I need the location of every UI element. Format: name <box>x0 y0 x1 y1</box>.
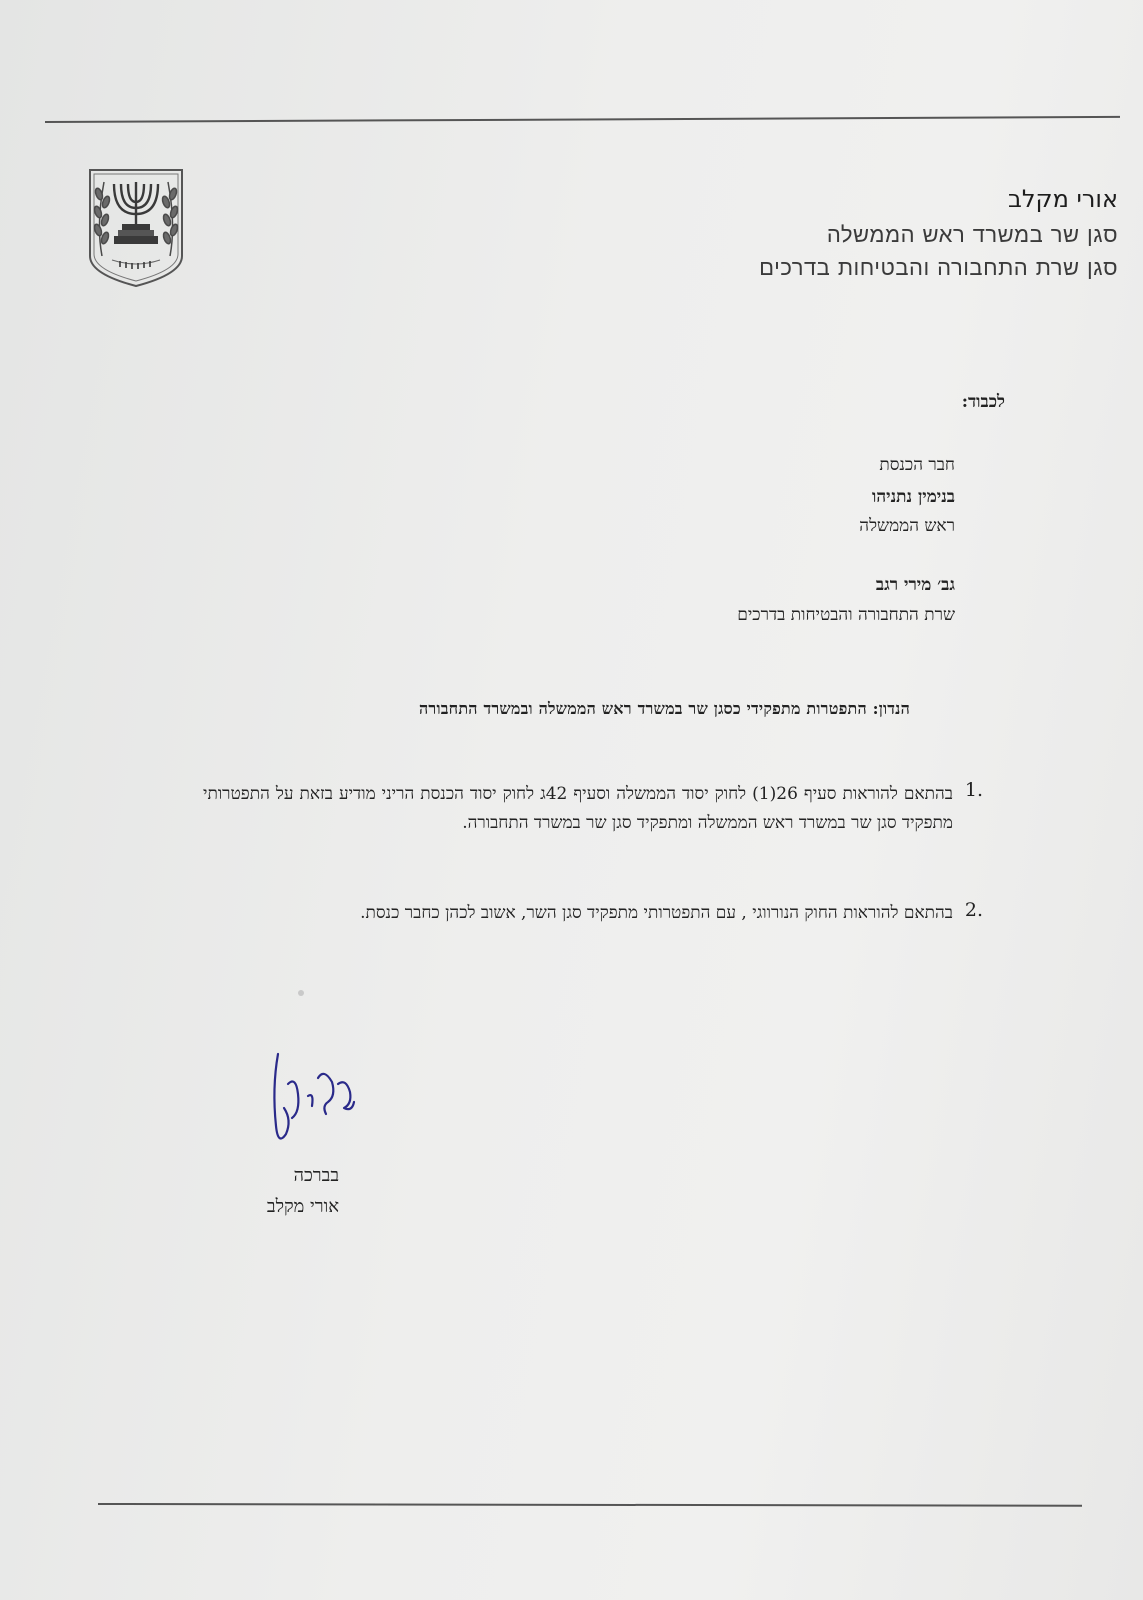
signer-name: אורי מקלב <box>266 1196 339 1217</box>
sender-name: אורי מקלב <box>1008 185 1118 213</box>
recipient-title: ראש הממשלה <box>859 516 955 536</box>
subject-line: הנדון: התפטרות מתפקידי כסגן שר במשרד ראש הממשלה ובמשרד התחבורה <box>418 699 910 718</box>
item-number: 2. <box>964 899 983 921</box>
addressee-label: לכבוד: <box>961 392 1005 412</box>
body-paragraph: בהתאם להוראות החוק הנורווגי , עם התפטרותי מתפקיד סגן השר, אשוב לכהן כחבר כנסת. <box>360 903 953 923</box>
recipient-title-secondary: שרת התחבורה והבטיחות בדרכים <box>737 605 955 625</box>
handwritten-signature <box>262 1048 362 1168</box>
recipient-name-secondary: גב׳ מירי רגב <box>875 575 955 595</box>
recipient-line: חבר הכנסת <box>879 455 955 475</box>
top-divider <box>45 116 1120 123</box>
state-emblem-icon <box>84 164 188 290</box>
recipient-name: בנימין נתניהו <box>872 487 955 507</box>
body-paragraph: בהתאם להוראות סעיף 26(1) לחוק יסוד הממשלה וסעיף 42ג לחוק יסוד הכנסת הריני מודיע בזאת על התפטרותי מתפקיד סגן שר במשרד ראש הממשלה ומתפקיד סגן שר במשרד התחבורה. <box>203 784 953 833</box>
paper-speck <box>298 990 304 996</box>
closing-greeting: בברכה <box>293 1165 339 1186</box>
item-number: 1. <box>964 779 983 801</box>
bottom-divider <box>98 1503 1082 1507</box>
sender-title: סגן שר במשרד ראש הממשלה <box>826 223 1118 248</box>
sender-title-secondary: סגן שרת התחבורה והבטיחות בדרכים <box>759 256 1118 281</box>
